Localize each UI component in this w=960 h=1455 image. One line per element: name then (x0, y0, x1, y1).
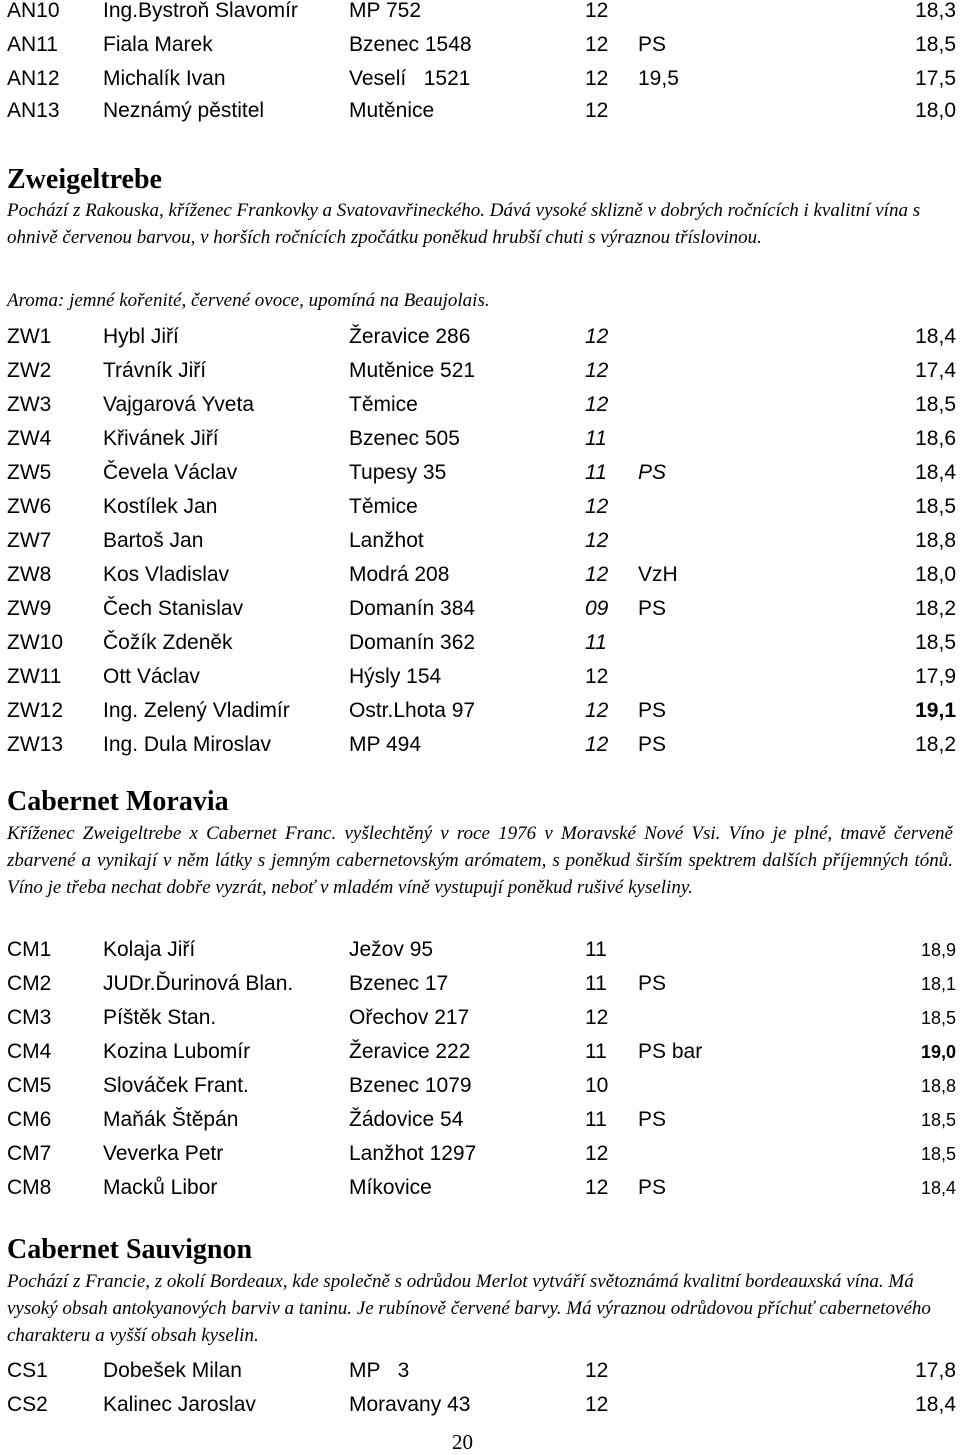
score: 18,5 (920, 1144, 956, 1164)
table-row (0, 30, 960, 60)
grower-name: Bartoš Jan (103, 529, 204, 552)
grower-name: Čožík Zdeněk (103, 631, 233, 654)
table-row (0, 560, 960, 590)
grower-name: Slováček Frant. (103, 1074, 249, 1097)
wine-note: PS (638, 699, 667, 722)
grower-place: Ostr.Lhota 97 (349, 699, 476, 722)
grower-place: Žádovice 54 (349, 1108, 464, 1131)
score: 18,5 (915, 495, 956, 518)
table-row (0, 1173, 960, 1203)
entry-code: ZW4 (7, 427, 52, 450)
variety-description: Pochází z Francie, z okolí Bordeaux, kde společně s odrůdou Merlot vytváří světoznámá kvalitní bordeauxská vína. Má vysoký obsah antokyanových barviv a taninu. Je rubínově červené barvy. Má výraznou odrůdovou příchuť cabernetového charakteru a vyšší obsah kyselin. (7, 1271, 931, 1346)
grower-name: Ing.Bystroň Slavomír (103, 0, 298, 22)
entry-code: AN10 (7, 0, 60, 22)
grower-place: Žeravice 286 (349, 325, 471, 348)
grower-place: Mutěnice 521 (349, 359, 476, 382)
grower-place: Lanžhot 1297 (349, 1142, 477, 1165)
grower-place: Těmice (349, 393, 418, 416)
wine-note: 19,5 (638, 67, 679, 90)
score: 17,9 (915, 665, 956, 688)
score: 18,5 (920, 1110, 956, 1130)
entry-code: CS1 (7, 1359, 48, 1382)
grower-place: Veselí 1521 (349, 67, 471, 90)
grower-name: Neznámý pěstitel (103, 99, 265, 122)
vintage-year: 12 (585, 1142, 609, 1165)
grower-place: Těmice (349, 495, 418, 518)
grower-name: Kostílek Jan (103, 495, 218, 518)
table-row (0, 1003, 960, 1033)
grower-name: Fiala Marek (103, 33, 213, 56)
table-row (0, 492, 960, 522)
table-row (0, 935, 960, 965)
score: 18,4 (915, 1393, 956, 1416)
wine-note: PS (638, 972, 667, 995)
score: 18,4 (920, 1178, 956, 1198)
table-row (0, 1356, 960, 1386)
grower-place: Lanžhot (349, 529, 424, 552)
table-row (0, 969, 960, 999)
grower-place: Domanín 362 (349, 631, 476, 654)
entry-code: ZW6 (7, 495, 52, 518)
vintage-year: 10 (585, 1074, 609, 1097)
entry-code: CM5 (7, 1074, 52, 1097)
vintage-year: 11 (585, 427, 607, 450)
grower-name: Kos Vladislav (103, 563, 230, 586)
wine-note: PS (638, 461, 667, 484)
grower-name: Čech Stanislav (103, 597, 244, 620)
grower-name: Ott Václav (103, 665, 200, 688)
vintage-year: 12 (585, 1006, 609, 1029)
table-row (0, 356, 960, 386)
vintage-year: 11 (585, 972, 607, 995)
table-row (0, 628, 960, 658)
entry-code: CM6 (7, 1108, 52, 1131)
grower-place: Domanín 384 (349, 597, 476, 620)
entry-code: ZW7 (7, 529, 52, 552)
score: 18,5 (915, 33, 956, 56)
variety-description: Kříženec Zweigeltrebe x Cabernet Franc. vyšlechtěný v roce 1976 v Moravské Nové Vsi. Víno je plné, tmavě červeně zbarvené a vynikají v něm látky s jemným cabernetovským arómatem, s poněkud širším spektrem dalších příjemných tónů. Víno je třeba nechat dobře vyzrát, neboť v mladém víně vystupují poněkud rušivé kyseliny. (7, 823, 953, 898)
grower-place: Modrá 208 (349, 563, 450, 586)
vintage-year: 11 (585, 631, 607, 654)
table-row (0, 64, 960, 94)
table-row (0, 730, 960, 760)
entry-code: ZW8 (7, 563, 52, 586)
grower-name: Ing. Dula Miroslav (103, 733, 272, 756)
entry-code: CM4 (7, 1040, 52, 1063)
wine-note: PS (638, 33, 667, 56)
wine-note: VzH (638, 563, 678, 586)
vintage-year: 12 (585, 529, 609, 552)
variety-description: Pochází z Rakouska, kříženec Frankovky a Svatovavřineckého. Dává vysoké sklizně v dobrých ročnících i kvalitní vína s ohnivě červenou barvou, v horších ročnících zpočátku poněkud hrubší chuti s výraznou tříslovinou. (7, 200, 921, 248)
score: 17,8 (915, 1359, 956, 1382)
entry-code: CM7 (7, 1142, 52, 1165)
vintage-year: 12 (585, 495, 609, 518)
vintage-year: 12 (585, 359, 609, 382)
score: 18,4 (915, 461, 956, 484)
table-row (0, 424, 960, 454)
grower-place: Hýsly 154 (349, 665, 442, 688)
grower-place: Moravany 43 (349, 1393, 471, 1416)
grower-name: Dobešek Milan (103, 1359, 242, 1382)
grower-name: Kozina Lubomír (103, 1040, 251, 1063)
wine-note: PS (638, 1176, 667, 1199)
grower-place: Ježov 95 (349, 938, 434, 961)
score: 18,2 (915, 733, 956, 756)
table-row (0, 322, 960, 352)
score: 18,2 (915, 597, 956, 620)
table-row (0, 662, 960, 692)
grower-place: Bzenec 1548 (349, 33, 472, 56)
entry-code: CM2 (7, 972, 52, 995)
vintage-year: 12 (585, 699, 609, 722)
entry-code: CM3 (7, 1006, 52, 1029)
score: 18,1 (920, 974, 956, 994)
score: 18,3 (915, 0, 956, 22)
vintage-year: 12 (585, 1176, 609, 1199)
variety-aroma: Aroma: jemné kořenité, červené ovoce, upomíná na Beaujolais. (7, 290, 490, 311)
vintage-year: 12 (585, 99, 609, 122)
table-row (0, 458, 960, 488)
vintage-year: 12 (585, 1393, 609, 1416)
section-title: Zweigeltrebe (7, 164, 162, 195)
grower-place: Míkovice (349, 1176, 432, 1199)
grower-place: MP 3 (349, 1359, 410, 1382)
score: 18,4 (915, 325, 956, 348)
entry-code: ZW12 (7, 699, 64, 722)
grower-name: Ing. Zelený Vladimír (103, 699, 290, 722)
grower-place: Mutěnice (349, 99, 435, 122)
table-row (0, 0, 960, 26)
table-row (0, 1139, 960, 1169)
table-row (0, 390, 960, 420)
score: 18,9 (920, 940, 956, 960)
table-row (0, 96, 960, 126)
entry-code: ZW5 (7, 461, 52, 484)
table-row (0, 1105, 960, 1135)
score: 18,8 (915, 529, 956, 552)
entry-code: AN13 (7, 99, 60, 122)
entry-code: ZW2 (7, 359, 52, 382)
wine-note: PS bar (638, 1040, 703, 1063)
grower-name: Maňák Štěpán (103, 1108, 239, 1131)
grower-name: Kolaja Jiří (103, 938, 196, 961)
vintage-year: 12 (585, 393, 609, 416)
score: 17,5 (915, 67, 956, 90)
grower-place: Bzenec 1079 (349, 1074, 472, 1097)
grower-name: Píštěk Stan. (103, 1006, 217, 1029)
score: 18,0 (915, 563, 956, 586)
grower-place: MP 752 (349, 0, 421, 22)
grower-name: Hybl Jiří (103, 325, 179, 348)
entry-code: ZW3 (7, 393, 52, 416)
entry-code: ZW11 (7, 665, 62, 688)
section-title: Cabernet Sauvignon (7, 1234, 253, 1265)
entry-code: ZW9 (7, 597, 52, 620)
grower-place: Bzenec 505 (349, 427, 460, 450)
score: 19,0 (920, 1042, 956, 1062)
grower-name: Veverka Petr (103, 1142, 224, 1165)
table-row (0, 526, 960, 556)
page-number: 20 (452, 1430, 473, 1454)
score: 18,5 (915, 393, 956, 416)
section-title: Cabernet Moravia (7, 786, 229, 817)
wine-note: PS (638, 1108, 667, 1131)
grower-place: Žeravice 222 (349, 1040, 471, 1063)
grower-place: MP 494 (349, 733, 421, 756)
grower-name: JUDr.Ďurinová Blan. (103, 972, 294, 995)
score: 18,8 (920, 1076, 956, 1096)
vintage-year: 12 (585, 665, 609, 688)
grower-name: Čevela Václav (103, 461, 238, 484)
score: 19,1 (915, 699, 956, 722)
vintage-year: 12 (585, 1359, 609, 1382)
entry-code: AN11 (7, 33, 58, 56)
table-row (0, 594, 960, 624)
table-row (0, 1037, 960, 1067)
entry-code: AN12 (7, 67, 60, 90)
wine-note: PS (638, 597, 667, 620)
vintage-year: 12 (585, 733, 609, 756)
grower-name: Vajgarová Yveta (103, 393, 254, 416)
grower-name: Trávník Jiří (103, 359, 207, 382)
score: 18,5 (920, 1008, 956, 1028)
vintage-year: 11 (585, 1108, 607, 1131)
grower-place: Ořechov 217 (349, 1006, 470, 1029)
grower-name: Michalík Ivan (103, 67, 226, 90)
entry-code: CM1 (7, 938, 52, 961)
vintage-year: 09 (585, 597, 609, 620)
entry-code: CS2 (7, 1393, 48, 1416)
score: 18,5 (915, 631, 956, 654)
score: 17,4 (915, 359, 956, 382)
score: 18,6 (915, 427, 956, 450)
wine-note: PS (638, 733, 667, 756)
grower-name: Kalinec Jaroslav (103, 1393, 256, 1416)
grower-place: Tupesy 35 (349, 461, 447, 484)
vintage-year: 11 (585, 461, 607, 484)
entry-code: ZW10 (7, 631, 64, 654)
grower-name: Křivánek Jiří (103, 427, 219, 450)
vintage-year: 12 (585, 33, 609, 56)
vintage-year: 12 (585, 563, 609, 586)
score: 18,0 (915, 99, 956, 122)
grower-name: Macků Libor (103, 1176, 218, 1199)
vintage-year: 12 (585, 67, 609, 90)
entry-code: ZW1 (7, 325, 52, 348)
entry-code: ZW13 (7, 733, 64, 756)
vintage-year: 12 (585, 325, 609, 348)
grower-place: Bzenec 17 (349, 972, 449, 995)
vintage-year: 12 (585, 0, 609, 22)
entry-code: CM8 (7, 1176, 52, 1199)
table-row (0, 1390, 960, 1420)
vintage-year: 11 (585, 938, 607, 961)
vintage-year: 11 (585, 1040, 607, 1063)
table-row (0, 1071, 960, 1101)
table-row (0, 696, 960, 726)
